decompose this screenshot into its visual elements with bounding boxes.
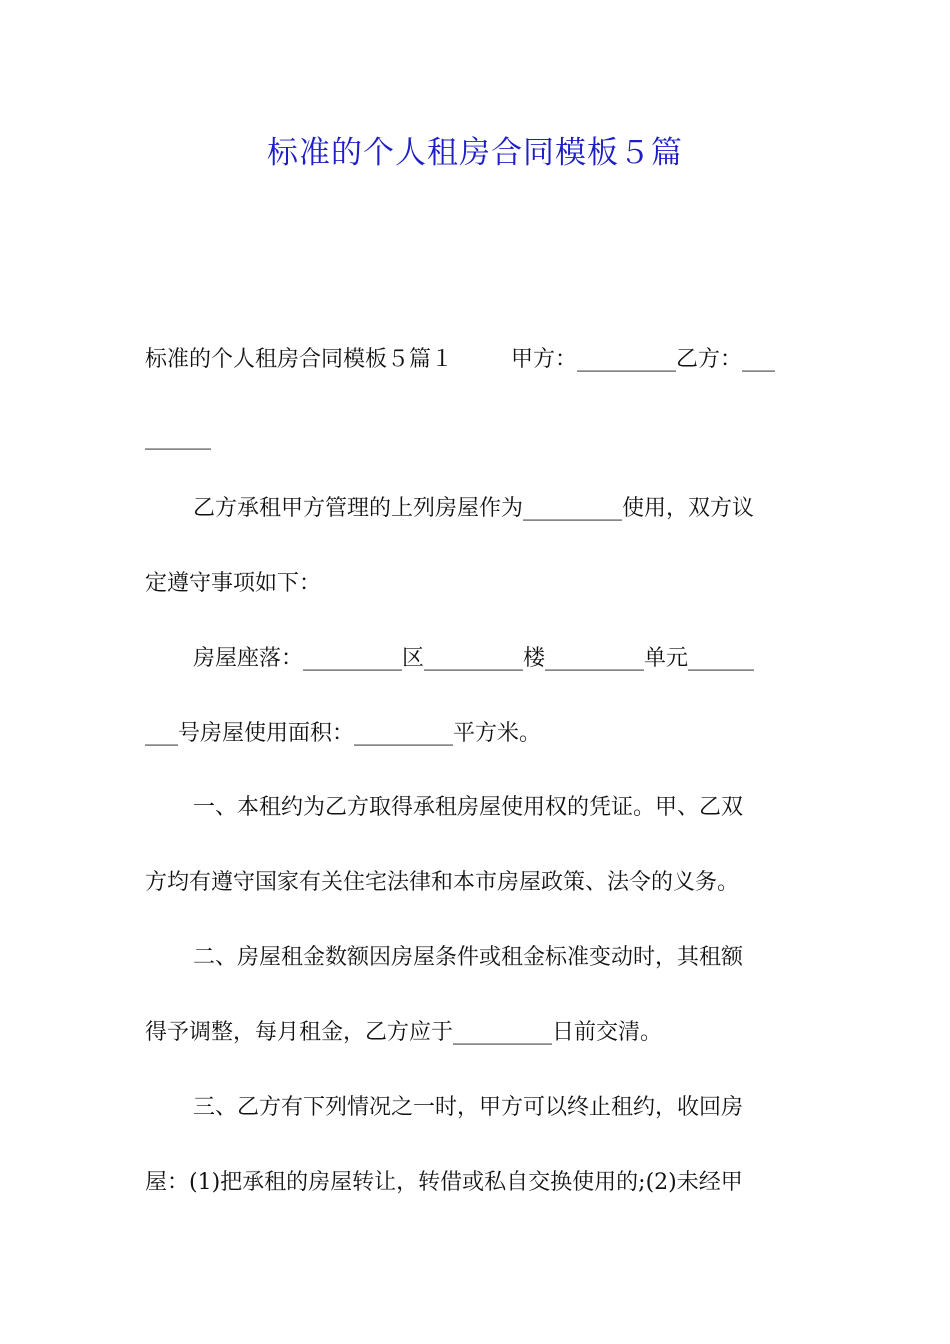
paragraph-line: 一、本租约为乙方取得承租房屋使用权的凭证。甲、乙双 <box>193 795 744 820</box>
paragraph-line: 定遵守事项如下： <box>145 571 322 596</box>
section-label: 标准的个人租房合同模板５篇１ <box>145 347 454 372</box>
paragraph-line: 屋：(1)把承租的房屋转让，转借或私自交换使用的;(2)未经甲 <box>145 1170 743 1195</box>
paragraph-line: 乙方承租甲方管理的上列房屋作为_________使用，双方议 <box>193 496 755 521</box>
page-title: 标准的个人租房合同模板５篇 <box>267 135 683 171</box>
party-text: 甲方：_________乙方：___ <box>511 347 776 372</box>
heading-line <box>145 341 810 378</box>
paragraph-line: 二、房屋租金数额因房屋条件或租金标准变动时，其租额 <box>193 945 744 970</box>
text-line: ______ <box>145 425 211 450</box>
paragraph-line: 得予调整，每月租金，乙方应于_________日前交清。 <box>145 1020 663 1045</box>
paragraph-line: 房屋座落：_________区_________楼_________单元______ <box>193 646 755 671</box>
paragraph-line: 三、乙方有下列情况之一时，甲方可以终止租约，收回房 <box>193 1095 744 1120</box>
paragraph-line: 方均有遵守国家有关住宅法律和本市房屋政策、法令的义务。 <box>145 870 740 895</box>
paragraph-line: ___号房屋使用面积：_________平方米。 <box>145 721 542 746</box>
